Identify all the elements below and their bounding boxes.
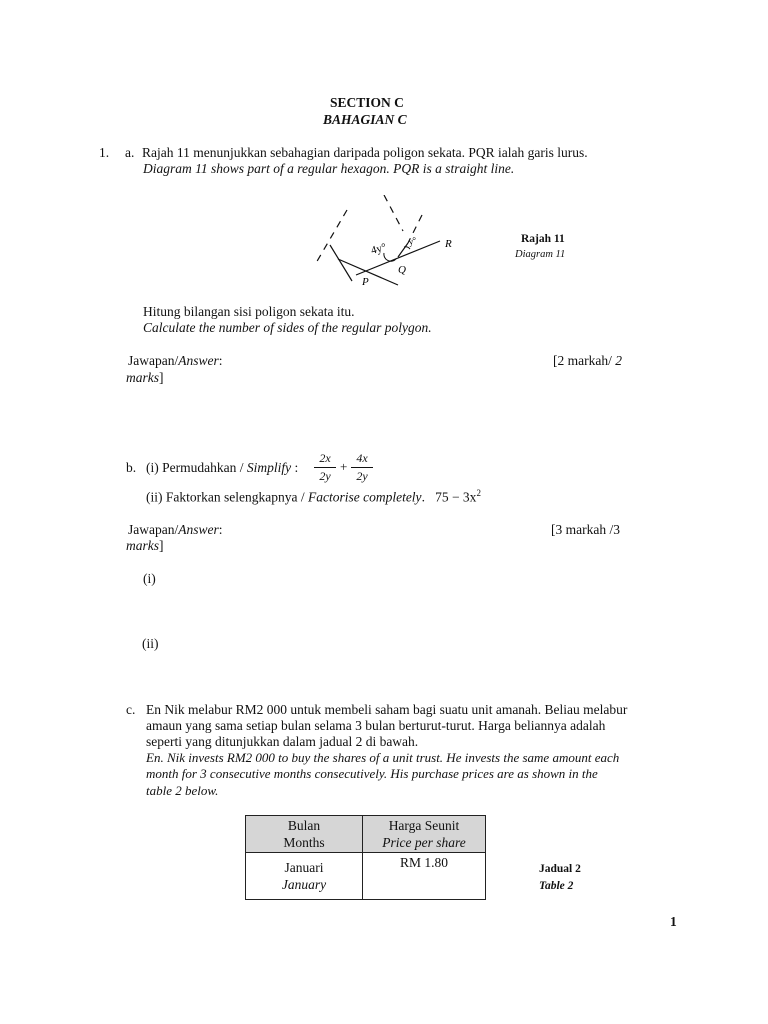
part-b-marks-cont: marks] [126, 538, 164, 553]
table-row [246, 853, 486, 900]
part-c-text-en-1: En. Nik invests RM2 000 to buy the shares of a unit trust. He invests the same amount each [146, 750, 620, 765]
part-b-i: (i) Permudahkan / Simplify : [146, 460, 299, 475]
section-title: SECTION C [330, 95, 404, 110]
diagram-hexagon [300, 195, 470, 295]
fraction-2: 4x 2y [351, 451, 373, 484]
part-b-answer-i: (i) [143, 571, 156, 586]
part-a-instruction-ms: Hitung bilangan sisi poligon sekata itu. [143, 304, 355, 319]
part-a-marks: [2 markah/ 2 [553, 353, 622, 368]
part-b-ii: (ii) Faktorkan selengkapnya / Factorise completely. $75 - 3x^2$ [146, 488, 481, 505]
diagram-label-ms: Rajah 11 [521, 233, 565, 245]
table-header-months: Bulan Months [246, 816, 363, 853]
diagram-label-en: Diagram 11 [515, 249, 566, 260]
table-header-row [246, 816, 486, 853]
angle-label-y: y° [407, 234, 418, 247]
part-b-label: b. [126, 460, 137, 475]
table-2 [245, 815, 486, 900]
point-q-label: Q [398, 264, 406, 276]
fraction-1: 2x 2y [314, 451, 336, 484]
part-a-text-en: Diagram 11 shows part of a regular hexagon. PQR is a straight line. [143, 161, 515, 176]
page-number: 1 [670, 914, 677, 929]
point-r-label: R [445, 238, 452, 250]
part-b-marks: [3 markah /3 [551, 522, 620, 537]
table-cell-month: Januari January [246, 853, 363, 900]
dashed-edge-top [384, 195, 403, 231]
angle-arc-4y [384, 253, 396, 261]
part-a-marks-cont: marks] [126, 370, 164, 385]
table-header-price: Harga Seunit Price per share [363, 816, 486, 853]
part-c-label: c. [126, 702, 136, 717]
section-title-ms: BAHAGIAN C [323, 112, 407, 127]
part-c-text-en-3: table 2 below. [146, 783, 219, 798]
part-c-text-ms-2: amaun yang sama setiap bulan selama 3 bulan berturut-turut. Harga beliannya adalah [146, 718, 606, 733]
table-label-en: Table 2 [539, 880, 574, 892]
part-c-text-ms-1: En Nik melabur RM2 000 untuk membeli saham bagi suatu unit amanah. Beliau melabur [146, 702, 628, 717]
dashed-edge-left [316, 210, 347, 263]
angle-label-4y: 4y° [369, 241, 388, 257]
part-a-instruction-en: Calculate the number of sides of the regular polygon. [143, 320, 432, 335]
plus-sign: + [340, 459, 348, 474]
part-c-text-en-2: month for 3 consecutive months consecutively. His purchase prices are as shown in the [146, 766, 598, 781]
part-a-answer-label: Jawapan/Answer: [128, 353, 223, 368]
part-c-text-ms-3: seperti yang ditunjukkan dalam jadual 2 di bawah. [146, 734, 419, 749]
part-b-answer-label: Jawapan/Answer: [128, 522, 223, 537]
part-a-text-ms: Rajah 11 menunjukkan sebahagian daripada poligon sekata. PQR ialah garis lurus. [142, 145, 588, 160]
part-a-label: a. [125, 145, 135, 160]
table-cell-price: RM 1.80 [363, 853, 486, 900]
question-number: 1. [99, 145, 110, 160]
point-p-label: P [362, 276, 369, 288]
table-label-ms: Jadual 2 [539, 863, 581, 875]
part-b-answer-ii: (ii) [142, 636, 159, 651]
